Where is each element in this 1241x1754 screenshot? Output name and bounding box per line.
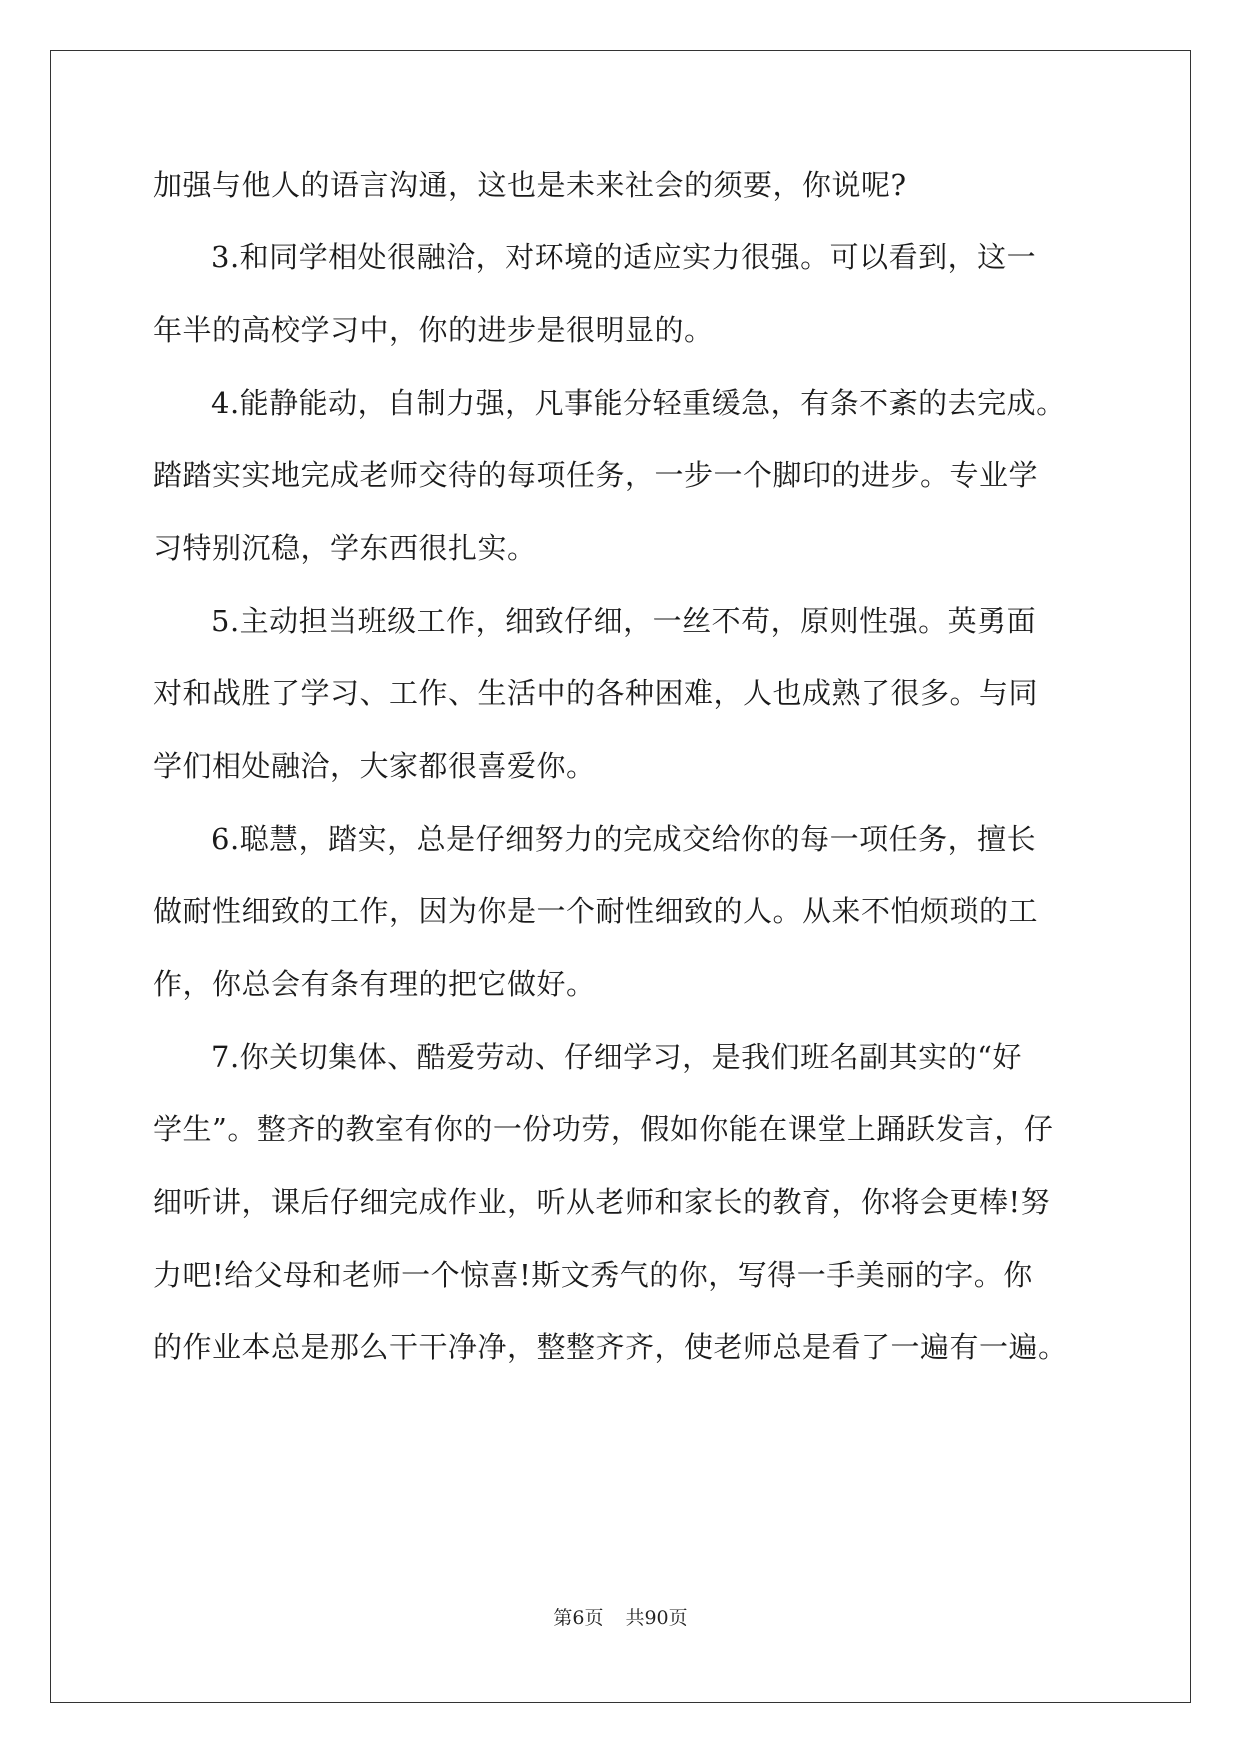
text-line: 的作业本总是那么干干净净，整整齐齐，使老师总是看了一遍有一遍。: [153, 1330, 1068, 1364]
text-line: 4.能静能动，自制力强，凡事能分轻重缓急，有条不紊的去完成。: [211, 386, 1066, 420]
text-line: 细听讲，课后仔细完成作业，听从老师和家长的教育，你将会更棒!努: [153, 1185, 1051, 1219]
text-line: 力吧!给父母和老师一个惊喜!斯文秀气的你，写得一手美丽的字。你: [153, 1258, 1033, 1292]
text-line: 7.你关切集体、酷爱劳动、仔细学习，是我们班名副其实的“好: [211, 1040, 1022, 1074]
page-frame: [50, 50, 1191, 1703]
text-line: 作，你总会有条有理的把它做好。: [153, 967, 596, 1001]
text-line: 5.主动担当班级工作，细致仔细，一丝不苟，原则性强。英勇面: [211, 604, 1037, 638]
text-line: 习特别沉稳，学东西很扎实。: [153, 531, 537, 565]
text-line: 3.和同学相处很融洽，对环境的适应实力很强。可以看到，这一: [211, 240, 1037, 274]
text-line: 学们相处融洽，大家都很喜爱你。: [153, 749, 596, 783]
page-footer: [0, 1603, 1241, 1630]
page-total: 共90页: [625, 1607, 688, 1629]
text-line: 年半的高校学习中，你的进步是很明显的。: [153, 313, 714, 347]
text-line: 踏踏实实地完成老师交待的每项任务，一步一个脚印的进步。专业学: [153, 458, 1039, 492]
text-line: 做耐性细致的工作，因为你是一个耐性细致的人。从来不怕烦琐的工: [153, 894, 1039, 928]
text-line: 加强与他人的语言沟通，这也是未来社会的须要，你说呢?: [153, 168, 907, 202]
page-number: 第6页: [553, 1607, 604, 1629]
text-line: 6.聪慧，踏实，总是仔细努力的完成交给你的每一项任务，擅长: [211, 822, 1037, 856]
text-line: 学生”。整齐的教室有你的一份功劳，假如你能在课堂上踊跃发言，仔: [153, 1112, 1054, 1146]
text-line: 对和战胜了学习、工作、生活中的各种困难，人也成熟了很多。与同: [153, 676, 1039, 710]
